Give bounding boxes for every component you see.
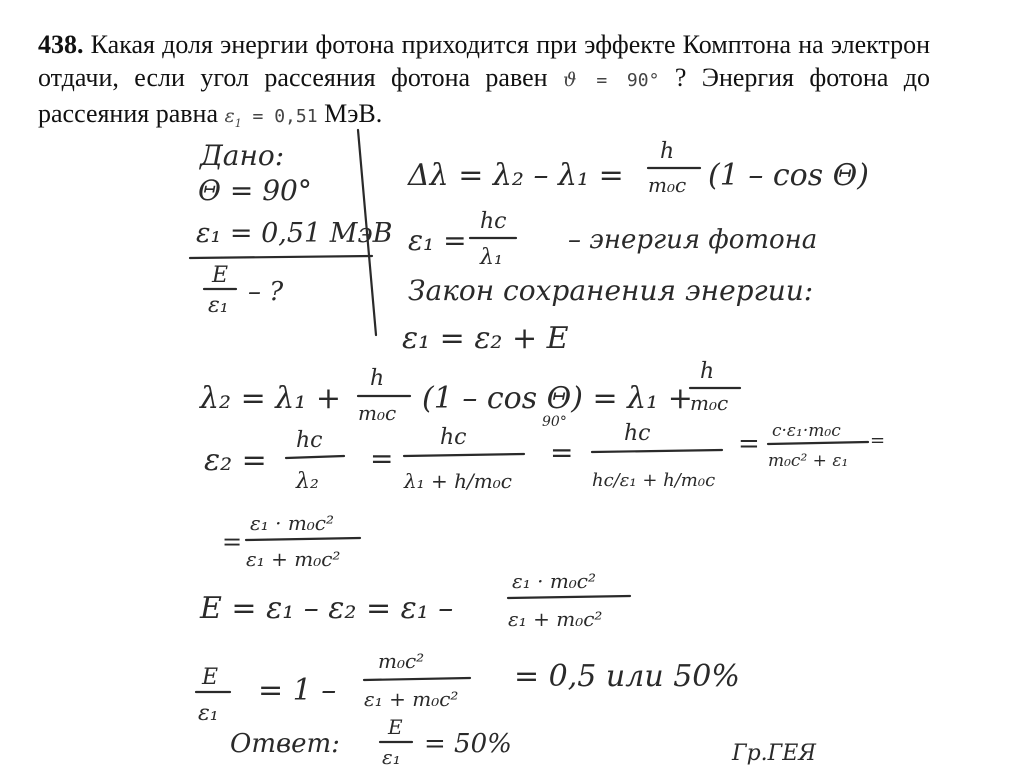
energy-conservation: Закон сохранения энергии: xyxy=(408,274,814,307)
l7-den: ε₁ + m₀c² xyxy=(246,547,341,571)
answer-num: E xyxy=(388,715,403,739)
given-title: Дано: xyxy=(200,139,285,172)
l6-f3-num: hc xyxy=(624,421,651,446)
problem-text-1: Какая доля энергии фотона приходится при эффекте Комптона на электрон отдачи, если угол рассеяния фотона равен xyxy=(38,30,930,92)
l2-frac-den: λ₁ xyxy=(480,245,503,270)
l6-eq2: = xyxy=(550,436,574,469)
l6-lhs: ε₂ = xyxy=(204,443,267,478)
energy-eq: = xyxy=(241,106,275,127)
l6-f1-bar xyxy=(286,456,344,458)
l5-under: 90° xyxy=(542,414,567,430)
energy-sub: 1 xyxy=(234,116,242,130)
l5-frac-den: m₀c xyxy=(358,401,397,425)
l7-num: ε₁ · m₀c² xyxy=(250,511,335,535)
l2-tail: – энергия фотона xyxy=(568,225,818,255)
energy-value: 0,51 xyxy=(274,106,318,127)
l8-bar xyxy=(508,596,630,598)
l8-num: ε₁ · m₀c² xyxy=(512,569,597,593)
l9-den: ε₁ xyxy=(198,701,219,726)
angle-eq: = xyxy=(576,70,627,91)
l6-f1-num: hc xyxy=(296,428,323,453)
problem-text-3: МэВ. xyxy=(317,99,383,128)
l6-eq: = xyxy=(370,442,394,475)
l1-frac-num: h xyxy=(660,139,675,164)
l9-f-num: m₀c² xyxy=(378,649,425,673)
l6-f4-num: c·ε₁·m₀c xyxy=(772,421,841,441)
l6-f1-den: λ₂ xyxy=(296,469,319,494)
l9-num: E xyxy=(202,665,219,690)
compton-shift: Δλ = λ₂ – λ₁ = xyxy=(408,158,624,193)
l1-tail: (1 – cos Θ) xyxy=(708,158,869,193)
l6-eq4: = xyxy=(870,430,886,451)
l8-den: ε₁ + m₀c² xyxy=(508,607,603,631)
energy-balance: ε₁ = ε₂ + E xyxy=(402,321,569,356)
answer-label: Ответ: xyxy=(230,729,340,759)
l5-frac-num: h xyxy=(370,366,385,391)
l8-lhs: E = ε₁ – ε₂ = ε₁ – xyxy=(200,591,454,626)
l6-eq3: = xyxy=(738,429,760,459)
l2-lhs: ε₁ = xyxy=(408,224,467,257)
l5-lhs: λ₂ = λ₁ + xyxy=(200,381,341,416)
l7-eq: = xyxy=(222,528,243,556)
l9-f-bar xyxy=(364,678,470,680)
l6-f2-num: hc xyxy=(440,425,467,450)
given-angle: Θ = 90° xyxy=(198,174,312,207)
l5-frac2-den: m₀c xyxy=(690,391,729,415)
find-num: E xyxy=(212,263,229,288)
l5-frac2-num: h xyxy=(700,359,715,384)
l1-frac-den: m₀c xyxy=(648,173,687,197)
l7-bar xyxy=(246,538,360,540)
l9-tail: = 0,5 или 50% xyxy=(514,659,740,694)
energy-symbol: ε xyxy=(224,105,235,127)
answer-tail: = 50% xyxy=(424,729,512,759)
problem-text-2: ? Энергия фотона до рассеяния равна xyxy=(38,63,931,128)
l2-frac-num: hc xyxy=(480,209,507,234)
l6-f3-den: hc/ε₁ + h/m₀c xyxy=(592,470,716,491)
l6-f2-bar xyxy=(404,454,524,456)
l9-f-den: ε₁ + m₀c² xyxy=(364,687,459,711)
l6-f4-bar xyxy=(768,442,868,444)
l6-f4-den: m₀c² + ε₁ xyxy=(768,451,849,471)
problem-number: 438. xyxy=(38,30,84,59)
l6-f3-bar xyxy=(592,450,722,452)
find-den: ε₁ xyxy=(208,293,229,318)
l9-mid: = 1 – xyxy=(258,673,337,708)
corner-note: Гр.ГЕЯ xyxy=(732,741,817,766)
find-tail: – ? xyxy=(248,277,284,307)
l5-mid: (1 – cos Θ) = λ₁ + xyxy=(422,381,693,416)
answer-den: ε₁ xyxy=(382,745,401,767)
l6-f2-den: λ₁ + h/m₀c xyxy=(404,469,512,493)
given-energy: ε₁ = 0,51 МэВ xyxy=(196,218,393,249)
angle-value: 90° xyxy=(626,70,660,91)
angle-symbol: ϑ xyxy=(562,69,577,91)
given-divider xyxy=(190,256,372,258)
